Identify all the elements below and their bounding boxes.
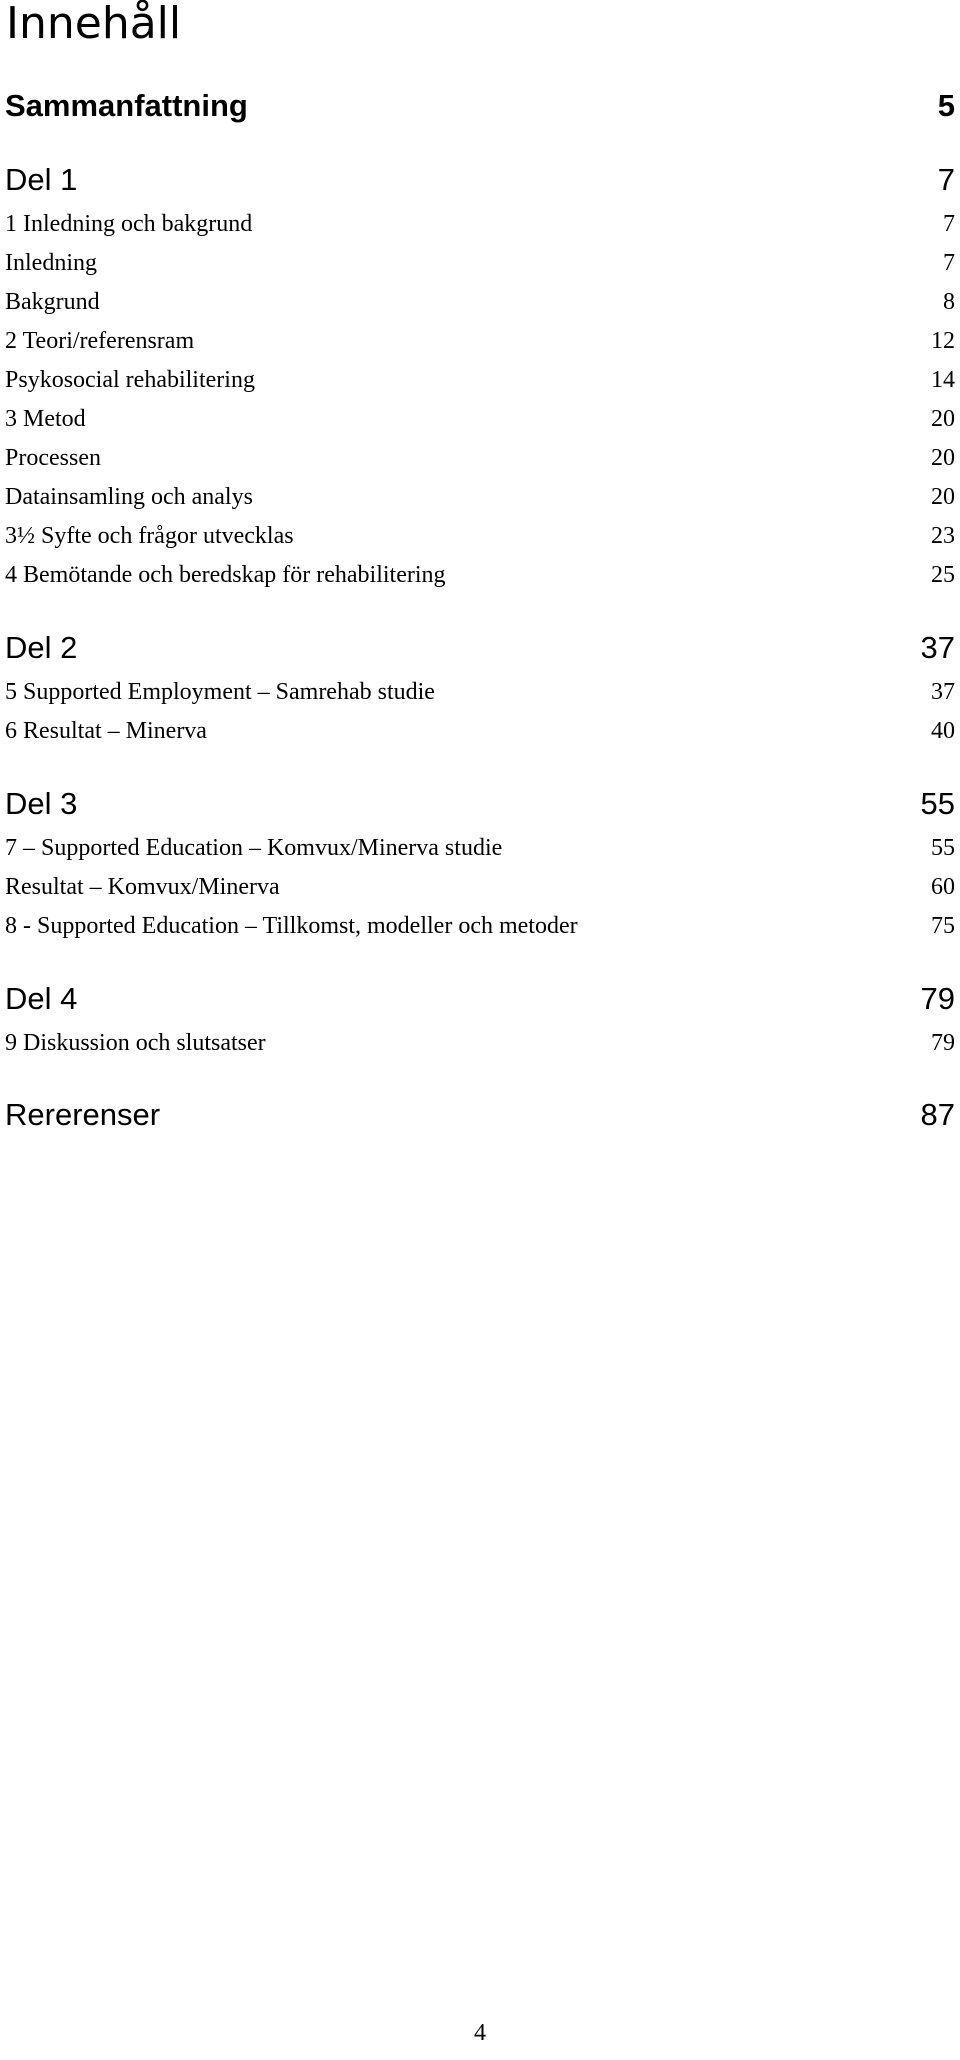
toc-entry <box>5 873 955 901</box>
toc-entry <box>5 327 955 355</box>
toc-entry <box>5 210 955 238</box>
toc-entry-page: 8 <box>943 289 955 315</box>
toc-entry <box>5 834 955 862</box>
toc-entry <box>5 912 955 940</box>
toc-part-page: 7 <box>937 162 955 197</box>
toc-entry-page: 25 <box>931 562 955 588</box>
toc-part-page: 55 <box>920 786 955 821</box>
toc-entry-page: 23 <box>931 523 955 549</box>
toc-part-4 <box>5 981 955 1017</box>
toc-entry-label: Inledning <box>5 250 97 276</box>
toc-entry-label: Resultat – Komvux/Minerva <box>5 874 280 900</box>
toc-entry-label: Psykosocial rehabilitering <box>5 367 255 393</box>
toc-entry-page: 40 <box>931 718 955 744</box>
toc-entry <box>5 444 955 472</box>
toc-entry <box>5 1029 955 1057</box>
toc-heading: Innehåll <box>6 0 182 49</box>
toc-entry-page: 20 <box>931 445 955 471</box>
toc-section-page: 87 <box>920 1097 955 1132</box>
toc-section-references <box>5 1097 955 1133</box>
toc-entry-page: 12 <box>931 328 955 354</box>
toc-entry-label: Processen <box>5 445 101 471</box>
toc-entry-page: 79 <box>931 1030 955 1056</box>
toc-entry <box>5 717 955 745</box>
toc-entry-label: 6 Resultat – Minerva <box>5 718 207 744</box>
toc-entry <box>5 249 955 277</box>
toc-entry-label: 5 Supported Employment – Samrehab studie <box>5 679 435 705</box>
toc-entry-page: 7 <box>943 250 955 276</box>
toc-entry <box>5 483 955 511</box>
toc-part-page: 79 <box>920 981 955 1016</box>
toc-entry <box>5 288 955 316</box>
toc-entry <box>5 678 955 706</box>
toc-entry <box>5 522 955 550</box>
toc-section-label: Rererenser <box>5 1097 161 1132</box>
toc-entry-label: 3½ Syfte och frågor utvecklas <box>5 523 294 549</box>
toc-entry-label: 3 Metod <box>5 406 86 432</box>
toc-entry-label: 2 Teori/referensram <box>5 328 195 354</box>
toc-entry-page: 75 <box>931 913 955 939</box>
page-number: 4 <box>474 2020 486 2046</box>
toc-entry-page: 14 <box>931 367 955 393</box>
toc-part-label: Del 3 <box>5 786 78 821</box>
toc-part-label: Del 2 <box>5 630 78 665</box>
toc-entry-label: Bakgrund <box>5 289 100 315</box>
toc-entry <box>5 405 955 433</box>
toc-entry <box>5 366 955 394</box>
toc-section-page: 5 <box>937 88 955 123</box>
toc-entry-label: 1 Inledning och bakgrund <box>5 211 253 237</box>
toc-section-label: Sammanfattning <box>5 88 248 123</box>
toc-entry-page: 20 <box>931 484 955 510</box>
toc-part-3 <box>5 786 955 822</box>
toc-part-1 <box>5 162 955 198</box>
toc-entry-label: Datainsamling och analys <box>5 484 253 510</box>
toc-section-summary <box>5 88 955 124</box>
toc-entry <box>5 561 955 589</box>
toc-part-2 <box>5 630 955 666</box>
toc-entry-label: 4 Bemötande och beredskap för rehabilitering <box>5 562 446 588</box>
toc-entry-page: 20 <box>931 406 955 432</box>
toc-entry-page: 7 <box>943 211 955 237</box>
toc-entry-page: 37 <box>931 679 955 705</box>
toc-entry-label: 8 - Supported Education – Tillkomst, modeller och metoder <box>5 913 578 939</box>
toc-entry-label: 7 – Supported Education – Komvux/Minerva studie <box>5 835 503 861</box>
toc-part-label: Del 4 <box>5 981 78 1016</box>
toc-entry-page: 60 <box>931 874 955 900</box>
toc-part-label: Del 1 <box>5 162 78 197</box>
toc-entry-label: 9 Diskussion och slutsatser <box>5 1030 266 1056</box>
toc-entry-page: 55 <box>931 835 955 861</box>
toc-part-page: 37 <box>920 630 955 665</box>
